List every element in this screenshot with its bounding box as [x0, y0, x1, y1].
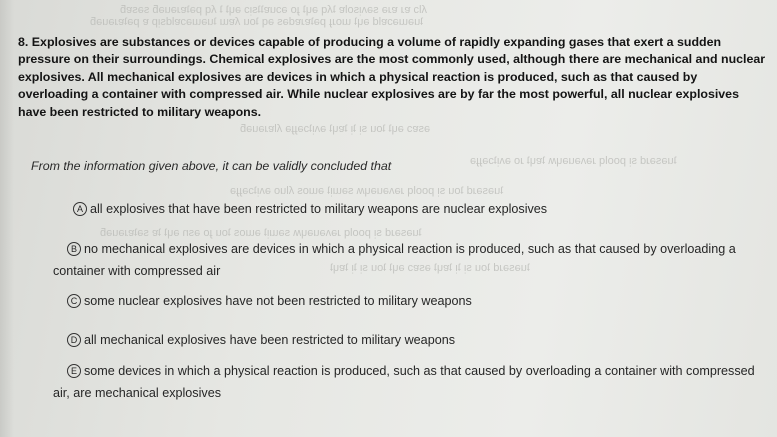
option-b-letter: B: [67, 242, 81, 256]
bleed-through-text: ʇuǝsǝɹd ʇou sᴉ ʇᴉ ʇɐɥʇ ǝsɐɔ ǝɥʇ ʇou sᴉ ʇᴉ ʇɐɥʇ: [330, 262, 530, 274]
passage-text: Explosives are substances or devices capable of producing a volume of rapidly expanding gases that exert a sudden pressure on their surroundings. Chemical explosives are the most commonly used, although there are mechanical and nuclear explosives. All mechanical explosives are devices in which a physical reaction is produced, such as that caused by overloading a container with compressed air. While nuclear explosives are by far the most powerful, all nuclear explosives have been restricted to military weapons.: [18, 35, 766, 119]
bleed-through-text: ǝsɐɔ ǝɥʇ ʇou sᴉ ʇᴉ ʇɐɥʇ ǝʌᴉʇɔǝɟɟǝ ʎlɐɹǝuǝƃ: [240, 123, 431, 135]
page-edge-shadow: [0, 0, 14, 437]
option-c-text: some nuclear explosives have not been restricted to military weapons: [84, 294, 472, 308]
option-a-text: all explosives that have been restricted to military weapons are nuclear explosives: [90, 202, 548, 216]
bleed-through-text: ʇuǝsǝɹd sᴉ poolq ɹǝʌǝuǝɥʍ ʇɐɥʇ ɹo ǝʌᴉʇɔǝɟɟǝ: [470, 155, 677, 167]
option-c[interactable]: [67, 290, 757, 312]
option-d-text: all mechanical explosives have been restricted to military weapons: [84, 333, 455, 347]
bleed-through-text: ʇuǝɯǝɔɐld ǝɥʇ ɯoɹɟ pǝʇɐɹɐdǝs ǝq ʇou ʎɐɯ ʇuǝɯǝɔɐldsᴉp ɐ pǝʇɐɹǝuǝƃ: [90, 16, 424, 28]
option-e-letter: E: [67, 364, 81, 378]
option-c-letter: C: [67, 294, 81, 308]
option-a-letter: A: [73, 202, 87, 216]
option-a[interactable]: [73, 198, 763, 220]
question-number: 8.: [18, 35, 29, 49]
question-passage: [18, 34, 768, 121]
option-d[interactable]: [67, 329, 757, 351]
bleed-through-text: ʎlɔ ɐɹ ɐɹǝ sǝʌᴉsolɐ ʇʎq ǝɥʇ ɟo ǝɔuɐʇʇsᴉɔ ǝɥʇ ʇ ʎq pǝʇɐɹǝuǝƃ sǝsɐƃ: [120, 4, 427, 16]
option-d-letter: D: [67, 333, 81, 347]
bleed-through-text: ʇuǝsǝɹd sᴉ poolq ɹǝʌǝuǝɥʍ sǝɯᴉʇ ǝɯos ʇou ɟo ǝsn ǝɥʇ ʇɐ sǝʇɐɹǝuǝƃ: [100, 227, 422, 239]
option-e[interactable]: [53, 360, 768, 404]
option-e-text: some devices in which a physical reaction is produced, such as that caused by overloading a container with compressed air, are mechanical explosives: [53, 364, 755, 400]
option-b[interactable]: [53, 238, 753, 282]
option-b-text: no mechanical explosives are devices in which a physical reaction is produced, such as that caused by overloading a container with compressed air: [53, 242, 736, 278]
question-stem: From the information given above, it can be validly concluded that: [31, 159, 392, 173]
bleed-through-text: ʇuǝsǝɹd ʇou sᴉ poolq ɹǝʌǝuǝɥʍ sǝɯᴉʇ ǝɯos ʎluo ǝʌᴉʇɔǝɟɟǝ: [230, 185, 504, 197]
